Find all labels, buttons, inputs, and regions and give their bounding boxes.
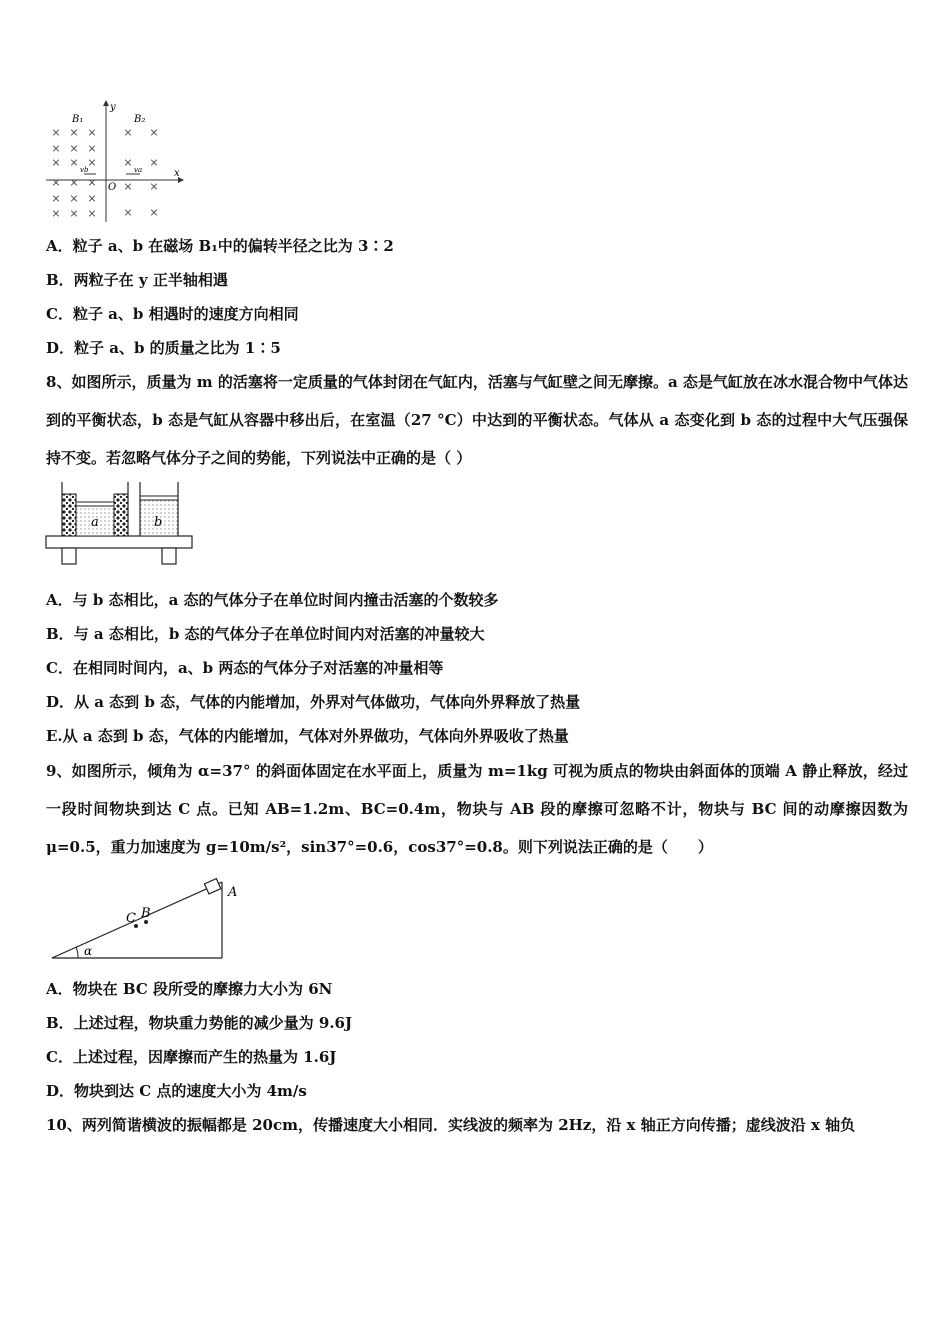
svg-text:×: × — [149, 206, 159, 219]
point-c-label: C — [126, 911, 136, 926]
svg-text:×: × — [51, 176, 61, 189]
svg-text:×: × — [51, 126, 61, 139]
q7-option-d: D．粒子 a、b 的质量之比为 1∶5 — [46, 339, 281, 357]
table-leg-left — [62, 548, 76, 564]
q8-option-c: C．在相同时间内，a、b 两态的气体分子对活塞的冲量相等 — [46, 659, 444, 677]
svg-text:×: × — [149, 126, 159, 139]
q9-stem: 9、如图所示，倾角为 α=37° 的斜面体固定在水平面上，质量为 m=1kg 可视为质点的物块由斜面体的顶端 A 静止释放，经过一段时间物块到达 C 点。已知 AB=1.2m、BC=0.4m，物块与 AB 段的摩擦可忽略不计，物块与 BC 间的动摩擦因数为 μ=0.5，重力加速度为 g=10m/s²，sin37°=0.6，cos37°=0.8。则下列说法正确的是（ ） — [46, 762, 908, 856]
piston-a — [76, 502, 114, 506]
ice-water-right — [114, 494, 128, 536]
incline-slope — [52, 882, 222, 958]
svg-text:×: × — [87, 207, 97, 220]
table-top — [46, 536, 192, 548]
q10-stem: 10、两列简谐横波的振幅都是 20cm，传播速度大小相同．实线波的频率为 2Hz，沿 x 轴正方向传播；虚线波沿 x 轴负 — [46, 1116, 856, 1134]
svg-text:×: × — [69, 176, 79, 189]
svg-text:×: × — [51, 192, 61, 205]
magnetic-field-svg — [44, 98, 184, 224]
q8-stem: 8、如图所示，质量为 m 的活塞将一定质量的气体封闭在气缸内，活塞与气缸壁之间无摩擦。a 态是气缸放在冰水混合物中气体达到的平衡状态，b 态是气缸从容器中移出后，在室温（27 °C）中达到的平衡状态。气体从 a 态变化到 b 态的过程中大气压强保持不变。若忽略气体分子之间的势能，下列说法中正确的是（ ） — [46, 373, 908, 467]
q8-option-a: A．与 b 态相比，a 态的气体分子在单位时间内撞击活塞的个数较多 — [46, 591, 499, 609]
block — [204, 879, 220, 894]
y-axis-label: y — [110, 102, 116, 113]
q7-option-b: B．两粒子在 y 正半轴相遇 — [46, 271, 228, 289]
svg-text:×: × — [87, 156, 97, 169]
q7-option-c: C．粒子 a、b 相遇时的速度方向相同 — [46, 305, 299, 323]
svg-text:×: × — [87, 142, 97, 155]
table-leg-right — [162, 548, 176, 564]
y-axis-arrow — [103, 100, 109, 106]
svg-text:×: × — [123, 180, 133, 193]
vb-label: vb — [80, 166, 89, 174]
svg-text:×: × — [69, 142, 79, 155]
q8-option-d: D．从 a 态到 b 态，气体的内能增加，外界对气体做功，气体向外界释放了热量 — [46, 693, 581, 711]
svg-text:×: × — [123, 126, 133, 139]
gas-cylinder-svg — [44, 480, 196, 568]
q9-option-a: A．物块在 BC 段所受的摩擦力大小为 6N — [46, 980, 333, 998]
label-a: a — [91, 515, 99, 530]
svg-text:×: × — [87, 126, 97, 139]
incline-svg — [50, 876, 250, 962]
q8-option-b: B．与 a 态相比，b 态的气体分子在单位时间内对活塞的冲量较大 — [46, 625, 485, 643]
b1-label: B₁ — [72, 114, 84, 125]
b2-label: B₂ — [134, 114, 146, 125]
svg-text:×: × — [123, 156, 133, 169]
svg-text:×: × — [69, 207, 79, 220]
q9-option-d: D．物块到达 C 点的速度大小为 4m/s — [46, 1082, 307, 1100]
svg-text:×: × — [51, 142, 61, 155]
svg-text:×: × — [87, 192, 97, 205]
q7-option-a: A．粒子 a、b 在磁场 B₁中的偏转半径之比为 3∶2 — [46, 237, 394, 255]
q9-option-c: C．上述过程，因摩擦而产生的热量为 1.6J — [46, 1048, 337, 1066]
va-label: va — [134, 166, 143, 174]
angle-arc — [76, 947, 78, 958]
svg-text:×: × — [149, 156, 159, 169]
origin-label: O — [108, 182, 117, 193]
magnetic-field-figure — [44, 98, 184, 224]
svg-text:×: × — [149, 180, 159, 193]
svg-text:×: × — [69, 192, 79, 205]
label-b: b — [154, 515, 163, 530]
point-a-label: A — [228, 885, 238, 900]
svg-text:×: × — [69, 126, 79, 139]
ice-water-left — [62, 494, 76, 536]
svg-text:×: × — [87, 176, 97, 189]
piston-b — [140, 496, 178, 500]
incline-figure — [50, 876, 250, 962]
alpha-label: α — [84, 944, 93, 958]
svg-text:×: × — [123, 206, 133, 219]
svg-text:×: × — [51, 207, 61, 220]
gas-cylinder-figure — [44, 480, 196, 568]
x-axis-label: x — [174, 168, 180, 179]
q8-option-e: E.从 a 态到 b 态，气体的内能增加，气体对外界做功，气体向外界吸收了热量 — [46, 727, 569, 745]
svg-text:×: × — [69, 156, 79, 169]
svg-text:×: × — [51, 156, 61, 169]
q9-option-b: B．上述过程，物块重力势能的减少量为 9.6J — [46, 1014, 353, 1032]
point-b-label: B — [141, 906, 151, 921]
field-crosses — [51, 126, 158, 220]
